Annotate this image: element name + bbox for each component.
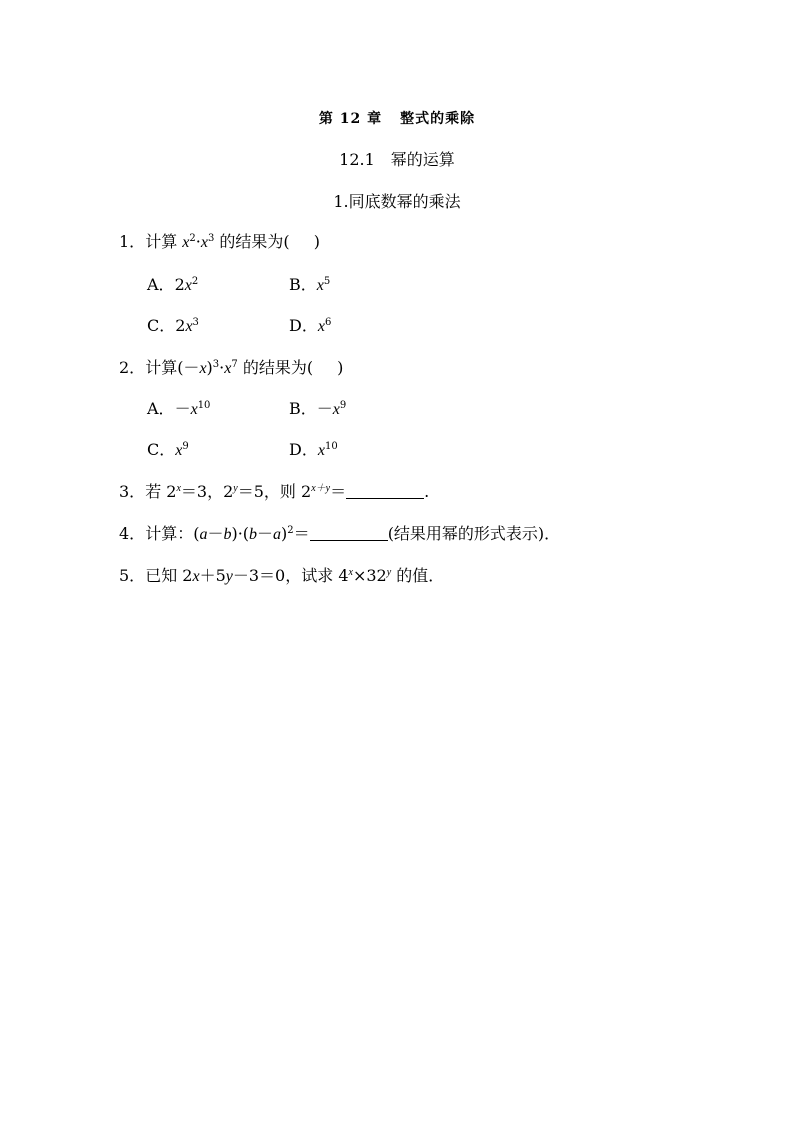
option-label: B．: [289, 275, 317, 294]
question-number: 2．: [119, 358, 146, 377]
variable: a: [199, 526, 208, 543]
variable: x: [332, 401, 340, 418]
variable: x: [224, 360, 232, 377]
variable: x: [190, 401, 198, 418]
variable: x: [199, 360, 207, 377]
answer-blank[interactable]: [346, 482, 424, 499]
period: .: [424, 482, 430, 501]
variable: a: [273, 526, 282, 543]
section-heading: [0, 147, 794, 170]
exponent: 7: [231, 359, 238, 370]
q2-option-a: [147, 398, 210, 421]
question-text: 的值．: [391, 566, 445, 585]
exponent: 9: [339, 400, 347, 411]
exponent: x＋y: [311, 483, 331, 494]
question-text: 的结果为(: [237, 358, 314, 377]
question-text: ＝: [330, 482, 347, 501]
question-text: 计算: [145, 232, 183, 251]
option-label: A．: [147, 275, 175, 294]
answer-paren-close: ): [337, 358, 344, 377]
question-text: ＋5: [199, 566, 226, 585]
exponent: 9: [182, 441, 189, 452]
chapter-number: 第 12 章: [318, 111, 383, 127]
question-number: 4．: [119, 524, 146, 543]
section-number: 12.1: [339, 150, 375, 169]
question-4: [119, 523, 560, 546]
variable: x: [184, 277, 192, 294]
option-label: C．: [147, 316, 176, 335]
exponent: 2: [287, 525, 294, 536]
exponent: 3: [212, 359, 220, 370]
question-text: 计算(－: [145, 358, 200, 377]
dot: ·: [219, 358, 225, 377]
paren: ): [206, 358, 213, 377]
question-text: 若 2: [145, 482, 177, 501]
variable: x: [182, 234, 190, 251]
paren: ): [281, 524, 288, 543]
question-note: (结果用幂的形式表示)．: [387, 524, 561, 543]
option-label: D．: [289, 316, 318, 335]
q1-option-c: [147, 315, 199, 338]
exponent: x: [176, 483, 181, 494]
variable: b: [249, 526, 258, 543]
section-title: 幂的运算: [390, 150, 455, 169]
variable: x: [317, 442, 325, 459]
question-1: [119, 231, 320, 254]
question-number: 5．: [119, 566, 146, 585]
exponent: 3: [207, 233, 215, 244]
exponent: 10: [197, 400, 211, 411]
answer-blank[interactable]: [310, 524, 388, 541]
q1-option-a: [147, 274, 198, 297]
exponent: 3: [192, 317, 199, 328]
answer-paren-close: ): [313, 232, 320, 251]
question-text: ＝5，则 2: [237, 482, 312, 501]
q2-option-c: [147, 439, 189, 462]
variable: x: [185, 318, 193, 335]
question-text: ＝3，2: [180, 482, 234, 501]
operator: ＝: [293, 524, 310, 543]
question-text: 计算：(: [145, 524, 200, 543]
chapter-title: 整式的乘除: [400, 111, 476, 127]
dot: ·: [195, 232, 201, 251]
question-text: 已知 2: [145, 566, 193, 585]
chapter-heading: [0, 108, 794, 128]
q2-option-b: [289, 398, 346, 421]
question-number: 1．: [119, 232, 146, 251]
option-label: C．: [147, 440, 176, 459]
exponent: y: [386, 567, 392, 578]
question-text: －3＝0，试求 4: [232, 566, 349, 585]
operator: －: [207, 524, 224, 543]
exponent: y: [233, 483, 238, 494]
sign: －: [174, 399, 191, 418]
exponent: 6: [324, 317, 332, 328]
option-label: D．: [289, 440, 318, 459]
exponent: 2: [189, 233, 196, 244]
coefficient: 2: [174, 275, 185, 294]
variable: x: [317, 318, 325, 335]
exponent: 2: [191, 276, 199, 287]
q1-option-b: [289, 274, 330, 297]
question-text: )·(: [231, 524, 250, 543]
exponent: 5: [323, 276, 331, 287]
variable: x: [192, 568, 200, 585]
variable: x: [316, 277, 324, 294]
question-text: ×32: [352, 566, 387, 585]
variable: x: [175, 442, 183, 459]
sign: －: [316, 399, 333, 418]
variable: x: [200, 234, 208, 251]
question-2: [119, 357, 343, 380]
question-3: [119, 481, 429, 503]
variable: b: [223, 526, 232, 543]
option-label: B．: [289, 399, 317, 418]
operator: －: [257, 524, 274, 543]
q2-option-d: [289, 439, 338, 462]
variable: y: [225, 568, 233, 585]
coefficient: 2: [175, 316, 186, 335]
option-label: A．: [147, 399, 175, 418]
subsection-heading: 1.同底数幂的乘法: [333, 192, 461, 211]
exponent: 10: [324, 441, 338, 452]
question-text: 的结果为(: [214, 232, 290, 251]
question-5: [119, 565, 444, 588]
question-number: 3．: [119, 482, 146, 501]
exponent: x: [348, 567, 353, 578]
q1-option-d: [289, 315, 331, 338]
